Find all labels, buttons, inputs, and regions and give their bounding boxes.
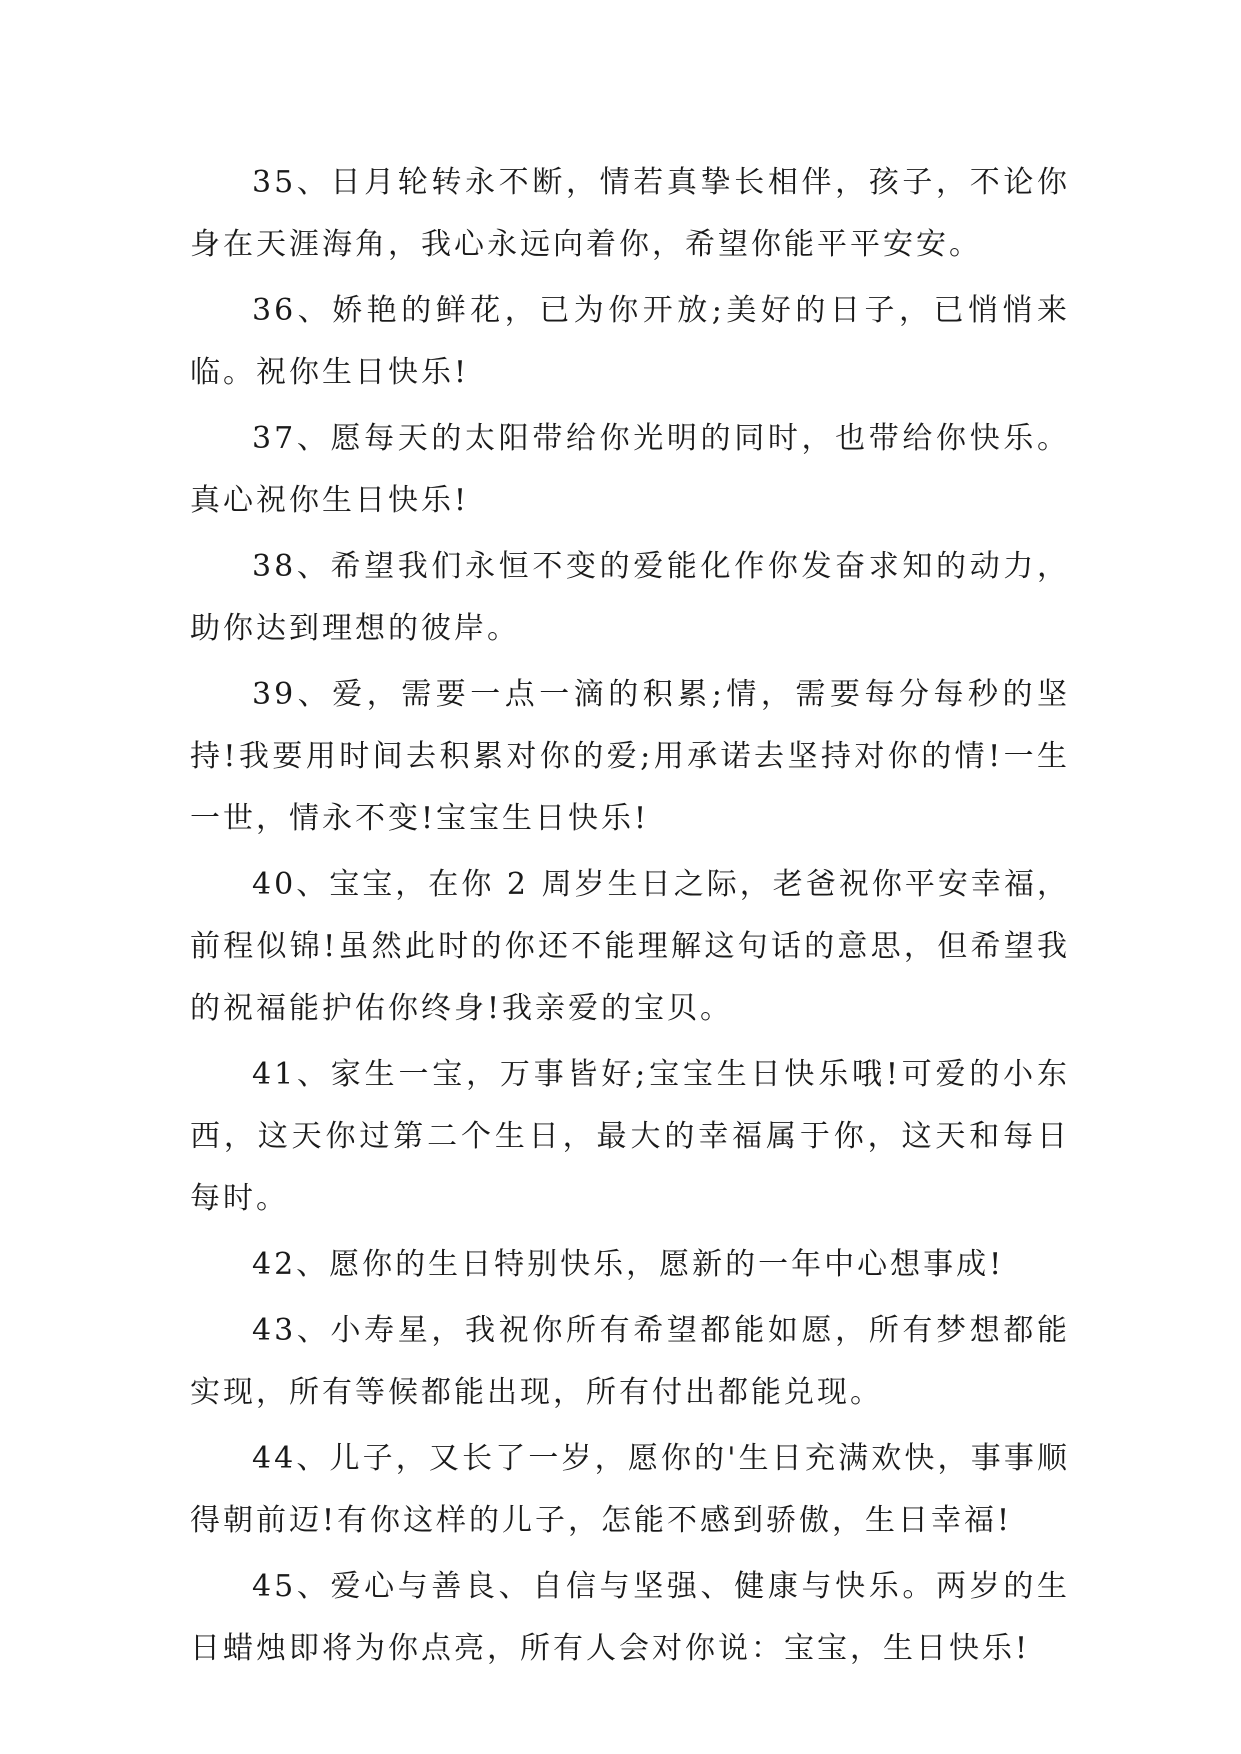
paragraph-43: 43、小寿星，我祝你所有希望都能如愿，所有梦想都能实现，所有等候都能出现，所有付出都能兑现。 bbox=[190, 1313, 1070, 1410]
paragraph-42: 42、愿你的生日特别快乐，愿新的一年中心想事成! bbox=[252, 1247, 1005, 1282]
paragraph-37: 37、愿每天的太阳带给你光明的同时，也带给你快乐。真心祝你生日快乐! bbox=[190, 421, 1070, 518]
paragraph-35: 35、日月轮转永不断，情若真挚长相伴，孩子，不论你身在天涯海角，我心永远向着你，希望你能平平安安。 bbox=[190, 165, 1070, 262]
paragraph-36: 36、娇艳的鲜花，已为你开放;美好的日子，已悄悄来临。祝你生日快乐! bbox=[190, 293, 1070, 390]
paragraph-41: 41、家生一宝，万事皆好;宝宝生日快乐哦!可爱的小东西，这天你过第二个生日，最大的幸福属于你，这天和每日每时。 bbox=[190, 1057, 1070, 1216]
paragraph-38: 38、希望我们永恒不变的爱能化作你发奋求知的动力，助你达到理想的彼岸。 bbox=[190, 549, 1070, 646]
paragraph-44: 44、儿子，又长了一岁，愿你的'生日充满欢快，事事顺得朝前迈!有你这样的儿子，怎能不感到骄傲，生日幸福! bbox=[190, 1441, 1070, 1538]
document-body bbox=[190, 152, 1070, 1684]
paragraph-45: 45、爱心与善良、自信与坚强、健康与快乐。两岁的生日蜡烛即将为你点亮，所有人会对你说：宝宝，生日快乐! bbox=[190, 1569, 1070, 1666]
paragraph-39: 39、爱，需要一点一滴的积累;情，需要每分每秒的坚持!我要用时间去积累对你的爱;用承诺去坚持对你的情!一生一世，情永不变!宝宝生日快乐! bbox=[190, 677, 1070, 836]
paragraph-40: 40、宝宝，在你 2 周岁生日之际，老爸祝你平安幸福，前程似锦!虽然此时的你还不能理解这句话的意思，但希望我的祝福能护佑你终身!我亲爱的宝贝。 bbox=[190, 867, 1070, 1026]
